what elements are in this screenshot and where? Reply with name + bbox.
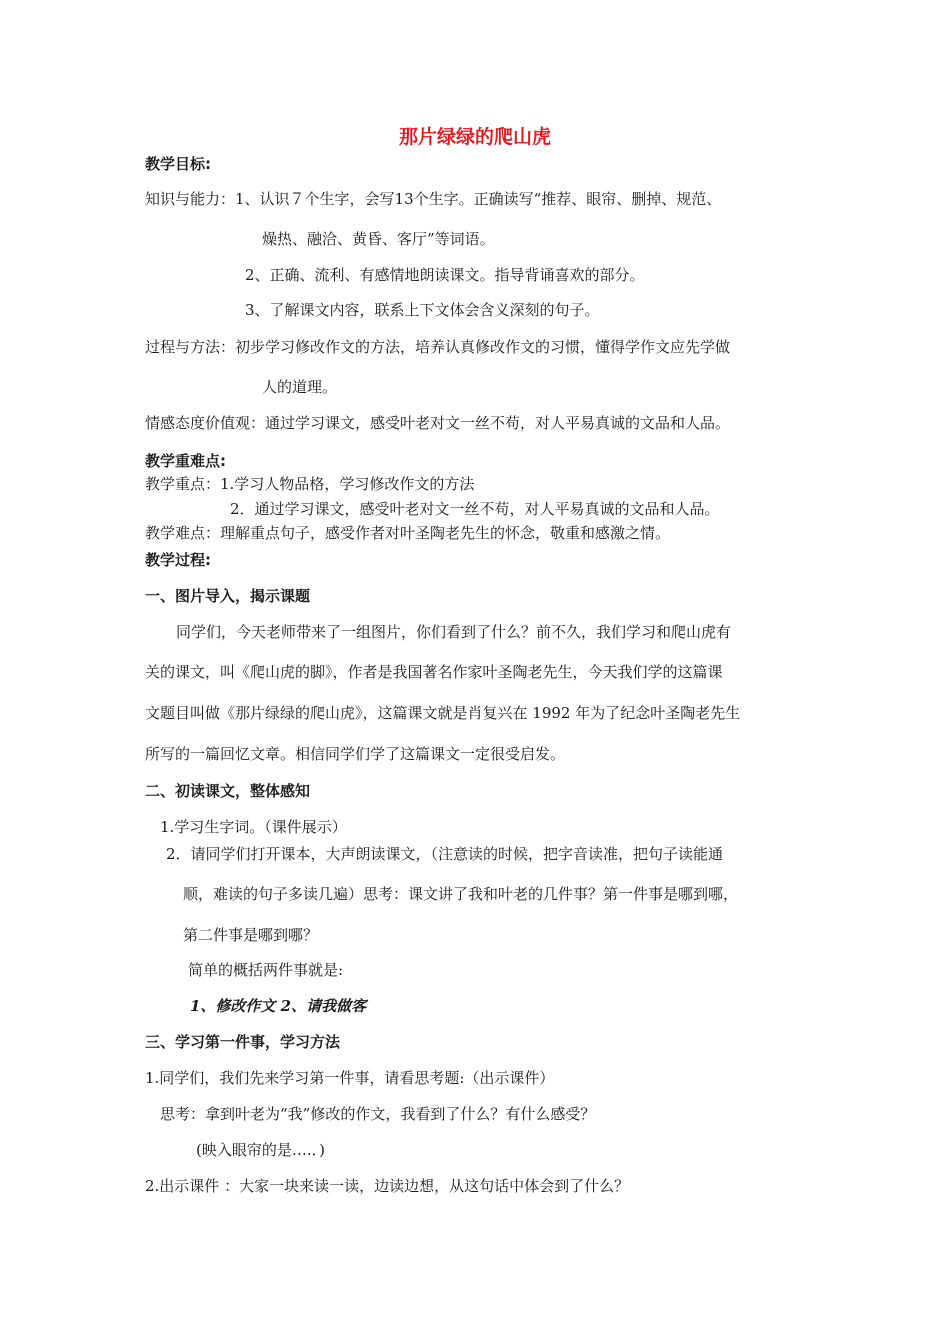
section-3-heading: 三、学习第一件事，学习方法 <box>145 1033 341 1051</box>
section-3-think: 思考：拿到叶老为“我”修改的作文，我看到了什么？有什么感受？ <box>160 1105 596 1123</box>
objective-knowledge-line-1: 知识与能力：1、认识７个生字，会写13个生字。正确读写“推荐、眼帘、删掉、规范、 <box>145 190 722 208</box>
section-3-item-1: 1.同学们，我们先来学习第一件事，请看思考题:（出示课件） <box>145 1069 555 1087</box>
key-points-heading: 教学重难点: <box>145 452 226 470</box>
section-2-heading: 二、初读课文，整体感知 <box>145 782 311 800</box>
section-2-item-2-line-3: 第二件事是哪到哪？ <box>183 926 319 944</box>
section-2-item-1: 1.学习生字词。（课件展示） <box>160 818 347 836</box>
teaching-difficulty: 教学难点：理解重点句子，感受作者对叶圣陶老先生的怀念，敬重和感激之情。 <box>145 524 671 542</box>
section-2-summary: 简单的概括两件事就是: <box>188 961 344 979</box>
section-1-paragraph-line-4: 所写的一篇回忆文章。相信同学们学了这篇课文一定很受启发。 <box>145 745 566 763</box>
section-1-paragraph-line-3: 文题目叫做《那片绿绿的爬山虎》，这篇课文就是肖复兴在 1992 年为了纪念叶圣陶老先生 <box>145 704 741 722</box>
objective-knowledge-item-2: 2、正确、流利、有感情地朗读课文。指导背诵喜欢的部分。 <box>245 266 645 284</box>
section-1-paragraph-line-2: 关的课文，叫《爬山虎的脚》，作者是我国著名作家叶圣陶老先生，今天我们学的这篇课 <box>145 663 723 681</box>
section-2-item-2-line-1: 2．请同学们打开课本，大声朗读课文，（注意读的时候，把字音读准，把句子读能通 <box>166 845 724 863</box>
objective-knowledge-line-2: 燥热、融洽、黄昏、客厅”等词语。 <box>262 230 495 248</box>
process-heading: 教学过程: <box>145 551 211 569</box>
document-title: 那片绿绿的爬山虎 <box>398 126 551 148</box>
teaching-focus-1: 教学重点：1.学习人物品格，学习修改作文的方法 <box>145 475 475 493</box>
teaching-focus-2: 2．通过学习课文，感受叶老对文一丝不苟，对人平易真诚的文品和人品。 <box>230 500 720 518</box>
objective-knowledge-item-3: 3、了解课文内容，联系上下文体会含义深刻的句子。 <box>245 301 600 319</box>
section-3-item-2: 2.出示课件 ：大家一块来读一读，边读边想，从这句话中体会到了什么？ <box>145 1177 630 1195</box>
section-3-hint: (映入眼帘的是….．) <box>196 1141 325 1159</box>
section-2-events: 1、修改作文 2、请我做客 <box>190 997 367 1015</box>
objectives-heading: 教学目标: <box>145 155 211 173</box>
objective-emotion: 情感态度价值观：通过学习课文，感受叶老对文一丝不苟，对人平易真诚的文品和人品。 <box>145 414 731 432</box>
section-1-heading: 一、图片导入，揭示课题 <box>145 587 311 605</box>
objective-process-line-2: 人的道理。 <box>262 378 338 396</box>
objective-process-line-1: 过程与方法：初步学习修改作文的方法，培养认真修改作文的习惯，懂得学作文应先学做 <box>145 338 731 356</box>
section-1-paragraph-line-1: 同学们，今天老师带来了一组图片，你们看到了什么？前不久，我们学习和爬山虎有 <box>176 623 732 641</box>
section-2-item-2-line-2: 顺，难读的句子多读几遍）思考：课文讲了我和叶老的几件事？第一件事是哪到哪， <box>183 885 739 903</box>
